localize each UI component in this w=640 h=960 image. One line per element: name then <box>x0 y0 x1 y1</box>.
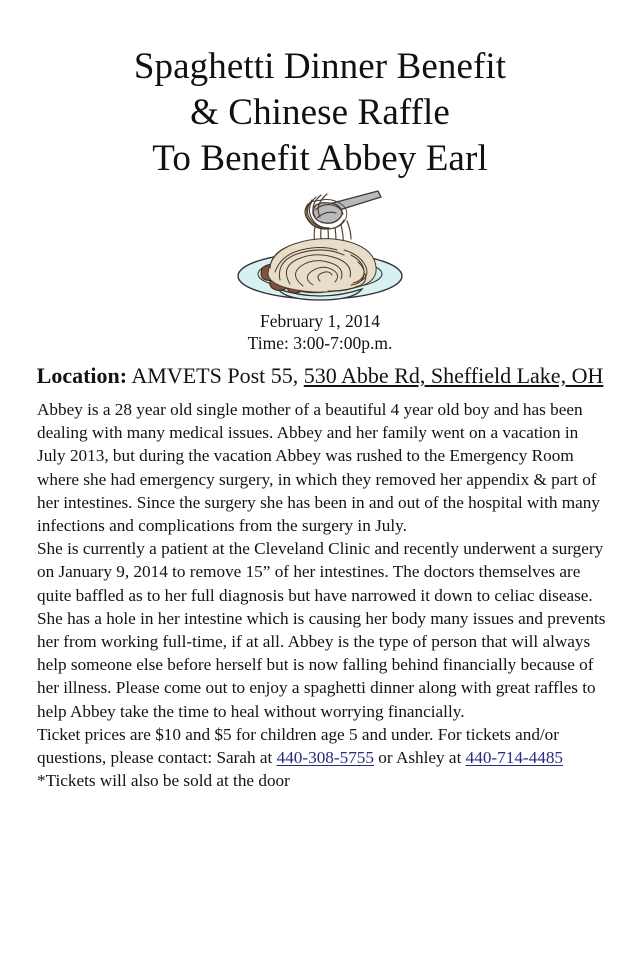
location-label: Location: <box>36 363 128 388</box>
event-details <box>0 310 640 354</box>
door-tickets-footnote: *Tickets will also be sold at the door <box>37 771 290 791</box>
contact-conjunction-text: or Ashley at <box>373 748 466 768</box>
body-paragraph-1: Abbey is a 28 year old single mother of a beautiful 4 year old boy and has been dealing with many medical issues. Abbey and her family went on a vacation in July 2013, but during the vacation Abbey was rushed to the Emergency Room where she had emergency surgery, in which they removed her appendix & part of her intestines. Since the surgery she has been in and out of the hospital with many infections and complications from the surgery in July. <box>37 400 600 536</box>
flyer-title <box>0 0 640 182</box>
illustration-container <box>0 188 640 306</box>
event-date: February 1, 2014 <box>259 311 381 331</box>
ticket-info-paragraph <box>37 723 606 769</box>
contact-phone-ashley[interactable]: 440-714-4485 <box>465 748 564 768</box>
spaghetti-plate-with-fork-icon <box>220 188 420 306</box>
title-line-1: Spaghetti Dinner Benefit <box>133 46 507 87</box>
event-location <box>0 362 640 389</box>
flyer-body <box>0 398 640 792</box>
location-venue: AMVETS Post 55, <box>131 363 299 388</box>
event-time: Time: 3:00-7:00p.m. <box>247 333 393 353</box>
title-line-2: & Chinese Raffle <box>190 92 450 133</box>
ticket-price-text: Ticket prices are $10 and $5 for children age 5 and under. For tickets and/or questions, please contact: Sarah at <box>37 724 560 768</box>
title-line-3: To Benefit Abbey Earl <box>152 138 488 179</box>
contact-phone-sarah[interactable]: 440-308-5755 <box>276 748 374 768</box>
body-paragraph-2: She is currently a patient at the Cleveland Clinic and recently underwent a surgery on January 9, 2014 to remove 15” of her intestines. The doctors themselves are quite baffled as to her full diagnosis but have narrowed it down to celiac disease. She has a hole in her intestine which is causing her body many issues and prevents her from working full-time, if at all. Abbey is the type of person that will always help someone else before herself but is now falling behind financially because of her illness. Please come out to enjoy a spaghetti dinner along with great raffles to help Abbey take the time to heal without worrying financially. <box>37 539 606 721</box>
location-address[interactable]: 530 Abbe Rd, Sheffield Lake, OH <box>303 363 604 388</box>
